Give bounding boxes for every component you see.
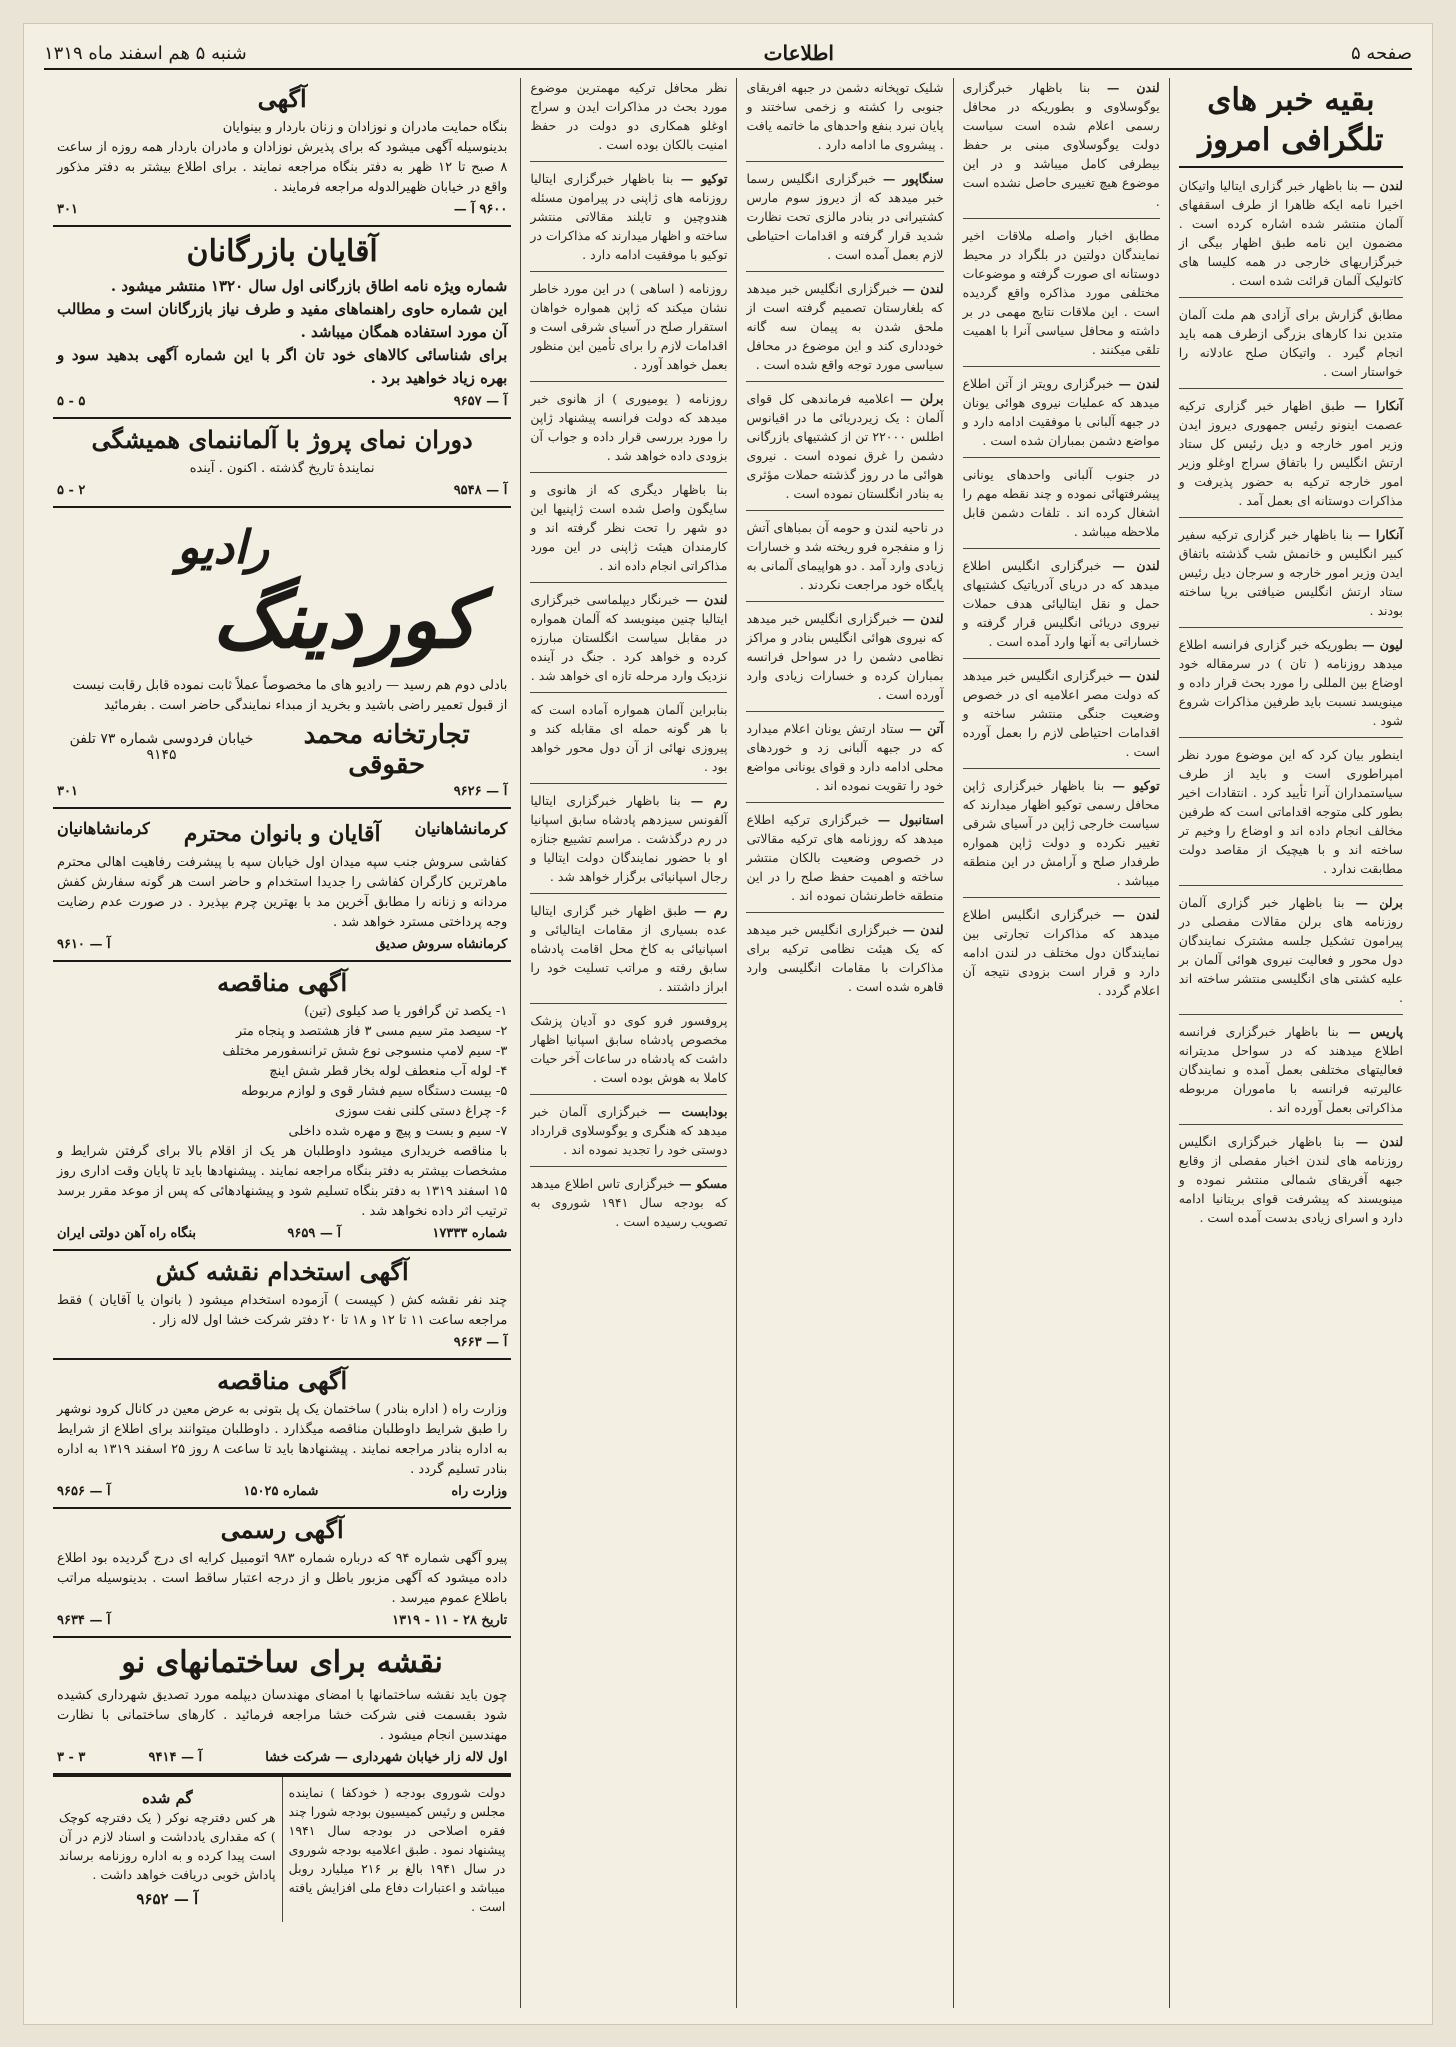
ad-ref-num: شماره ۱۵۰۲۵ [243, 1484, 319, 1499]
story-divider [1179, 1014, 1403, 1015]
ad-ref-num: ۳ - ۳ [56, 1750, 86, 1765]
news-story [526, 78, 728, 154]
ad-signature: کرمانشاه سروش صدیق [375, 937, 508, 952]
news-story [526, 590, 728, 685]
story-text: بنا باظهار خبر گزاری ایتالیا واتیکان اخیرا نامه ایکه ظاهرا از طرف اسقفهای آلمان منتشر شده اشاره کرده است . مضمون این نامه طبق اظهار بیگی از خبرگزاریهای خارجی در همه کلیسا های کاتولیک آلمان قرائت شده است . [1174, 178, 1403, 288]
ad-address: اول لاله زار خیابان شهرداری — شرکت خشا [265, 1750, 508, 1765]
story-divider [530, 783, 727, 784]
story-divider [1179, 297, 1403, 298]
ad-title: آگهی مناقصه [217, 968, 348, 997]
story-dateline: بودابست — [658, 1104, 728, 1119]
story-divider [963, 658, 1160, 659]
news-story [526, 1011, 728, 1087]
story-text: خبرگزاری ترکیه اطلاع میدهد که روزنامه های ترکیه مقالاتی در خصوص وضعیت بالکان منتشر ساخته و اهمیت حفظ صلح را در این منطقه خاطرنشان نموده اند . [742, 812, 944, 903]
col1-stories [1174, 176, 1404, 1227]
news-story [1174, 396, 1404, 510]
story-dateline: لندن — [1355, 1134, 1403, 1149]
ad-ref-num: ۲ - ۵ [56, 483, 86, 498]
story-text: شلیک توپخانه دشمن در جبهه افریقای جنوبی را کشته و زخمی ساختند و پایان نبرد بنفع واحدهای ما خاتمه یافت . پیشروی ما ادامه دارد . [742, 80, 944, 152]
ad-ref-code: آ — ۹۶۲۶ [453, 784, 508, 799]
soviet-budget-item [283, 1777, 512, 1922]
story-text: در جنوب آلبانی واحدهای یونانی پیشرفتهائی نموده و چند نقطه مهم را اشغال کرده اند . تلفات دشمن قابل ملاحظه میباشد . [958, 467, 1160, 539]
ad-title: آقایان بازرگانان [186, 234, 378, 269]
ad-title: آگهی استخدام نقشه کش [155, 1257, 409, 1286]
story-text: بنا باظهار خبرگزاری ایتالیا روزنامه های ژاپنی در پیرامون مسئله هندوچین و تایلند مقالاتی منتشر ساخته و اظهار میدارند که مذاکرات در توکیو با موفقیت ادامه دارد . [526, 171, 728, 262]
ad-reference [57, 394, 507, 409]
ad-reference [57, 1226, 507, 1241]
story-divider [1179, 1124, 1403, 1125]
story-text: خبرگزاری انگلیس خبر میدهد که بلغارستان تصمیم گرفته است از ملحق شدن به پیمان سه گانه خودداری کند و این موضوع در محافل سیاسی مورد توجه واقع شده است . [742, 281, 944, 372]
columns [44, 78, 1412, 2008]
story-text: بنا باظهار خبرگزاری یوگوسلاوی و بطوریکه در محافل رسمی اعلام شده است سیاست دولت یوگوسلاوی مبنی بر حفظ بیطرفی کامل میباشد و در این موضوع هیچ تغییری حاصل نشده است . [958, 80, 1160, 209]
radio-tagline: بادلی دوم هم رسید — رادیو های ما مخصوصاً عملاً ثابت نموده قابل رقابت نیست از قبول تعمیر راضی باشید و بخرید از مبداء نمایندگی حاضر است . بفرمائید [72, 678, 508, 713]
ads-bottom-row [53, 1775, 511, 1922]
masthead [44, 38, 1412, 70]
story-text: مطابق اخبار واصله ملاقات اخیر نمایندگان دولتین در بلگراد در محیط دوستانه ای صورت گرفته و موضوعات مختلفی مورد مذاکره واقع گردیده است . این ملاقات نتایج مهمی در بر داشته و محافل سیاسی آنرا با اهمیت تلقی میکنند . [958, 228, 1160, 357]
story-dateline: آنکارا — [1357, 527, 1403, 542]
story-divider [1179, 627, 1403, 628]
ad-ref-code: آ — ۹۶۱۰ [56, 937, 111, 952]
story-dateline: رم — [693, 903, 728, 918]
story-dateline: لندن — [1362, 178, 1403, 193]
story-text: روزنامه ( اساهی ) در این مورد خاطر نشان میکند که ژاپن همواره خواهان استقرار صلح در آسیای شرقی است و اقدامات لازم را برای تأمین این منظور بعمل خواهد آورد . [526, 281, 728, 372]
main-headline: بقیه خبر های تلگرافی امروز [1179, 80, 1403, 168]
story-text: بنا باظهار خبرگزاری فرانسه اطلاع میدهند که در سواحل مدیترانه فعالیتهای مختلفی بعمل آمده و نمایندگان عالیرتبه فرانسه با ماموران مربوطه مذاکراتی بعمل آورده اند . [1174, 1024, 1403, 1115]
ad-reference [57, 1335, 507, 1350]
tender-item: ۴- لوله آب منعطف لوله بخار قطر شش اینچ [269, 1064, 508, 1079]
story-text: ستاد ارتش یونان اعلام میدارد که در جبهه آلبانی زد و خوردهای محلی ادامه دارد و قوای یونانی مواضع خود را تقویت نموده اند . [742, 721, 944, 793]
news-story [526, 901, 728, 996]
story-divider [963, 897, 1160, 898]
tender-item: ۳- سیم لامپ منسوجی نوع شش ترانسفورمر مختلف [222, 1044, 508, 1059]
story-dateline: سنگاپور — [882, 171, 944, 186]
news-story [526, 480, 728, 575]
issue-date: شنبه ۵ هم اسفند ماه ۱۳۱۹ [44, 42, 247, 64]
ad-ref-num: ۳۰۱ [56, 784, 78, 799]
ad-ref-code: آ — ۹۴۱۴ [148, 1750, 203, 1765]
story-dateline: آتن — [909, 721, 944, 736]
tender-item: ۲- سیصد متر سیم مسی ۳ فاز هشتصد و پنجاه متر [235, 1024, 508, 1039]
story-divider [530, 381, 727, 382]
tender-items [57, 1002, 507, 1142]
radio-logo [57, 520, 507, 670]
page-number: صفحه ۵ [1350, 42, 1412, 64]
story-dateline: لیون — [1362, 637, 1403, 652]
story-text: بنابراین آلمان همواره آماده است که با هر گونه حمله ای مقابله کند و پیروزی نهائی از آن دول محور خواهد بود . [526, 702, 728, 774]
story-divider [530, 582, 727, 583]
news-column-3 [736, 78, 952, 2008]
ad-ref-num: شماره ۱۷۳۳۳ [432, 1226, 508, 1241]
news-story [526, 700, 728, 776]
story-dateline: توکیو — [1112, 778, 1160, 793]
story-text: بنا باظهار خبرگزاری انگلیس روزنامه های لندن اخبار مفصلی از وقایع جبهه آفریقای شمالی منتشر نموده و مینویسند که پیشرفت قوای بریتانیا ادامه دارد و اسرای زیادی بدست آمده است . [1174, 1134, 1403, 1225]
story-text: خبرگزاری انگلیس خبر میدهد که یک هیئت نظامی ترکیه برای مذاکرات با مقامات انگلیسی وارد قاهره شده است . [742, 922, 944, 994]
news-story [526, 1174, 728, 1231]
news-story [1174, 745, 1403, 878]
ad-text: بنگاه حمایت مادران و نوزادان و زنان باردار و بینوایان بدینوسیله آگهی میشود که برای پذیرش نوزادان و مادران باردار همه روزه از ساعت ۸ صبح تا ۱۲ ظهر به دفتر بنگاه مراجعه نمایند . برای اطلاع بیشتر به دفتر مذکور واقع در خیابان ظهیرالدوله مراجعه فرمایند . [56, 120, 508, 195]
news-story [958, 465, 1160, 541]
news-column-1 [1169, 78, 1412, 2008]
story-text: بنا باظهار خبر گزاری آلمان روزنامه های برلن مقالات مفصلی در پیرامون تشکیل جلسه مشترک نمایندگان دول محور و فعالیت نیروی هوائی آلمان بر علیه کشتی های انگلیسی منتشر ساخته اند . [1174, 895, 1403, 1005]
story-dateline: رم — [690, 793, 728, 808]
story-dateline: لندن — [1112, 907, 1160, 922]
news-story [958, 78, 1160, 211]
ad-reference [57, 1484, 507, 1499]
ad-ref-code: آ — ۹۶۵۶ [57, 1484, 111, 1499]
story-divider [746, 711, 943, 712]
story-divider [1179, 517, 1403, 518]
ad-draftsman [53, 1251, 511, 1360]
story-text: خبرگزاری رویتر از آتن اطلاع میدهد که عملیات نیروی هوائی یونان در جبهه آلبانی با موفقیت ادامه دارد و مواضع دشمن بمباران شده است . [958, 376, 1160, 448]
story-dateline: لندن — [1112, 558, 1160, 573]
ad-building-plans [53, 1638, 511, 1775]
news-story [1174, 1022, 1403, 1117]
ad-text: کفاشی سروش جنب سپه میدان اول خیابان سپه با پیشرفت رفاهیت اهالی محترم ماهرترین کارگران کفاشی را جدیدا استخدام و حاضر است هر گونه سفارش کفش مردانه و زنانه را مطابق آخرین مد با بهترین چرم بپذیرد . در صورت عدم رضایت وجه پرداختی مسترد خواهد شد . [52, 855, 508, 930]
news-story [526, 279, 728, 374]
ad-ref-code: آ — ۹۶۵۷ [453, 394, 508, 409]
ad-text: شماره ویژه نامه اطاق بازرگانی اول سال ۱۳۲۰ منتشر میشود . این شماره حاوی راهنماهای مفید و طرف نیاز بازرگانان است و مطالب آن مورد استفاده همگان میباشد . برای شناسائی کالاهای خود تان اگر با این شماره آگهی بدهید سود و بهره زیاد خواهید برد . [56, 277, 508, 387]
ad-label-right: کرمانشاهانیان [414, 819, 508, 838]
news-story [526, 389, 728, 465]
news-story [526, 169, 728, 264]
ad-header-labels [57, 819, 507, 853]
col4-stories [526, 78, 728, 1231]
story-divider [963, 548, 1160, 549]
ad-text: وزارت راه ( اداره بنادر ) ساختمان یک پل بتونی به عرض معین در کانال کرود نوشهر را طبق شرایط داوطلبان مناقصه میگذارد . داوطلبان میتوانند برای اطلاع از شرایط به اداره بنادر مراجعه نمایند . پیشنهادها باید تا ساعت ۸ روز ۲۵ اسفند ۱۳۱۹ به اداره بنادر تسلیم گردد . [52, 1402, 508, 1477]
ad-ref-code: ۹۶۰۰ آ — [453, 202, 508, 217]
story-divider [530, 1003, 727, 1004]
radio-brand: کوردینگ [212, 575, 478, 666]
story-divider [963, 457, 1160, 458]
ad-ref-code: آ — ۹۶۵۲ [136, 1890, 199, 1908]
col3-stories [742, 78, 944, 996]
news-story [958, 776, 1160, 890]
story-dateline: توکیو — [680, 171, 728, 186]
paper-name: اطلاعات [763, 41, 834, 65]
news-story [958, 556, 1160, 651]
ad-date: تاریخ ۲۸ - ۱۱ - ۱۳۱۹ [392, 1613, 508, 1628]
newspaper-page [24, 24, 1432, 2024]
ad-text: نمایندهٔ تاریخ گذشته . اکنون . آینده [189, 461, 375, 476]
ad-text: با مناقصه خریداری میشود داوطلبان هر یک از اقلام بالا برای گرفتن شرایط و مشخصات بیشتر به دفتر بنگاه مراجعه نمایند . پیشنهادها باید تا پایان وقت اداری روز ۱۵ اسفند ۱۳۱۹ به دفتر بنگاه تسلیم شود و پیشنهادهائی که پس از موعد مقرر برسد ترتیب اثر داده نخواهد شد . [52, 1144, 508, 1219]
story-text: خبرگزاری انگلیس اطلاع میدهد که مذاکرات تجارتی بین نمایندگان دول مختلف در لندن ادامه دارد و قرار است بزودی نتیجه آن اعلام گردد . [958, 907, 1160, 998]
story-divider [1179, 737, 1403, 738]
ad-title: آگهی مناقصه [217, 1366, 348, 1395]
ad-reference [57, 937, 507, 952]
story-dateline: لندن — [902, 922, 944, 937]
ad-title: آگهی [257, 84, 307, 113]
ad-lost-item [53, 1777, 283, 1922]
ad-reference [57, 202, 507, 217]
story-text: بنا باظهار خبرگزاری ژاپن محافل رسمی توکیو اظهار میدارند که سیاست خارجی ژاپن در آسیای شرقی تغییر نکرده و دولت ژاپن همواره طرفدار صلح و آرامش در این منطقه میباشد . [958, 778, 1160, 888]
story-dateline: لندن — [902, 281, 944, 296]
news-column-4 [520, 78, 736, 2008]
story-divider [530, 893, 727, 894]
story-divider [530, 1166, 727, 1167]
news-story [526, 791, 728, 886]
story-text: مطابق گزارش برای آزادی هم ملت آلمان متدین ندا کارهای بزرگی ازطرف همه باید انجام گیرد . واتیکان صلح عادلانه را خواستار است . [1174, 307, 1403, 379]
ad-radio [53, 508, 511, 809]
news-story [742, 719, 944, 795]
news-story [742, 78, 944, 154]
story-dateline: لندن — [685, 592, 728, 607]
news-story [742, 279, 944, 374]
ad-title: گم شده [141, 1789, 193, 1807]
story-dateline: برلن — [900, 391, 944, 406]
story-text: بطوریکه خبر گزاری فرانسه اطلاع میدهد روزنامه ( تان ) در سرمقاله خود اوضاع بین المللی را مورد بحث قرار داده و مینویسد نسبت باید طرفین مذاکرات شروع شود . [1174, 637, 1403, 728]
story-text: بنا باظهار خبرگزاری ایتالیا آلفونس سیزدهم پادشاه سابق اسپانیا در رم درگذشت . مراسم تشییع جنازه او با حضور نمایندگان دولت ایتالیا و رجال اسپانیائی برگزار خواهد شد . [526, 793, 728, 884]
ad-text: چند نفر نقشه کش ( کپیست ) آزموده استخدام میشود ( بانوان یا آقایان ) فقط مراجعه ساعت ۱۱ تا ۱۲ و ۱۸ تا ۲۰ دفتر شرکت خشا اول لاله زار . [52, 1293, 508, 1328]
ad-ref-code: آ — ۹۶۳۴ [56, 1613, 111, 1628]
story-divider [746, 271, 943, 272]
ad-title: آگهی رسمی [220, 1515, 344, 1544]
story-divider [1179, 388, 1403, 389]
ad-ref-code: آ — ۹۶۵۹ [287, 1226, 342, 1241]
tender-item: ۷- سیم و بست و پیچ و مهره شده داخلی [288, 1124, 508, 1139]
story-text: پروفسور فرو کوی دو آدیان پزشک مخصوص پادشاه سابق اسپانیا اظهار داشت که پادشاه در ساعات آخر حیات کاملا به هوش بوده است . [526, 1013, 728, 1085]
story-dateline: لندن — [1118, 376, 1160, 391]
story-divider [530, 271, 727, 272]
soviet-budget-text: دولت شوروی بودجه ( خودکفا ) نماینده مجلس و رئیس کمیسیون بودجه شورا چند فقره اصلاحی در بودجه سال ۱۹۴۱ پیشنهاد نمود . طبق اعلامیه بودجه شوروی در سال ۱۹۴۱ بالغ بر ۲۱۶ میلیارد روبل میباشد و اعتبارات دفاع ملی افزایش یافته است . [288, 1785, 506, 1914]
news-story [526, 1102, 728, 1159]
tender-item: ۵- بیست دستگاه سیم فشار قوی و لوازم مربوطه [241, 1084, 508, 1099]
store-line [57, 720, 507, 780]
ad-tender-roads [53, 1360, 511, 1509]
news-story [958, 374, 1160, 450]
ad-text: هر کس دفترچه نوکر ( یک دفترچه کوچک ) که مقداری یادداشت و اسناد لازم در آن است پیدا کرده و به اداره روزنامه برساند پاداش خوبی دریافت خواهد داشت . [58, 1810, 276, 1882]
ad-ref-code: آ — ۹۶۶۳ [453, 1335, 508, 1350]
story-text: خبرگزاری انگلیس خبر میدهد که نیروی هوائی انگلیس بنادر و مراکز نظامی دشمن را در سواحل فرانسه بمباران کرده و خسارات زیادی وارد آورده است . [742, 611, 944, 702]
tender-item: ۶- چراغ دستی کلنی نفت سوزی [334, 1104, 508, 1119]
store-address: خیابان فردوسی شماره ۷۳ تلفن ۹۱۴۵ [69, 731, 254, 763]
story-divider [963, 768, 1160, 769]
story-divider [963, 218, 1160, 219]
story-text: بنا باظهار خبر گزاری ترکیه سفیر کبیر انگلیس و خانمش شب گذشته باتفاق ایدن وزیر امور خارجه و سرجان دیل رئیس ستاد ارتش انگلیس ضیافتی برپا ساخته بودند . [1174, 527, 1403, 618]
ad-shoemaker [53, 809, 511, 962]
story-divider [530, 472, 727, 473]
tender-item: ۱- یکصد تن گرافور یا صد کیلوی (تین) [304, 1004, 508, 1019]
news-story [1174, 305, 1403, 381]
ad-text: چون باید نقشه ساختمانها با امضای مهندسان دیپلمه مورد تصدیق شهرداری کشیده شود بقسمت فنی شرکت خشا مراجعه فرمائید . کارهای ساختمانی با نظارت مهندسین انجام میشود . [52, 1688, 508, 1743]
story-text: نظر محافل ترکیه مهمترین موضوع مورد بحث در مذاکرات ایدن و سراج اوغلو همکاری دو دولت در حفظ امنیت بالکان بوده است . [526, 80, 728, 152]
ad-ref-num: ۵ - ۵ [56, 394, 86, 409]
story-divider [746, 161, 943, 162]
ad-reference [57, 483, 507, 498]
news-story [1174, 635, 1403, 730]
story-divider [746, 912, 943, 913]
ad-signature: بنگاه راه آهن دولتی ایران [57, 1226, 197, 1241]
story-dateline: استانبول — [877, 812, 944, 827]
ads-column [44, 78, 520, 2008]
news-story [1174, 1132, 1403, 1227]
news-story [742, 389, 944, 503]
story-divider [746, 802, 943, 803]
story-divider [746, 510, 943, 511]
story-text: طبق اظهار خبر گزاری ترکیه عصمت اینونو رئیس جمهوری دیروز ایدن وزیر امور خارجه و دیل رئیس کل ستاد ارتش انگلیس را باتفاق سراج اوغلو وزیر امور خارجه ترکیه به حضور پذیرفت و مذاکرات دوستانه ای بعمل آمد . [1174, 398, 1403, 508]
ad-title: آقایان و بانوان محترم [183, 821, 381, 847]
ad-reference [57, 1613, 507, 1628]
story-text: طبق اظهار خبر گزاری ایتالیا عده بسیاری از مقامات ایتالیائی و اسپانیائی به کاخ محل اقامت پادشاه سابق رفته و مراتب تسلیت خود را ابراز داشتند . [526, 903, 728, 994]
story-text: بنا باظهار دیگری که از هانوی و سایگون واصل شده است ژاپنیها این دو شهر را تحت نظر گرفته اند و کارمندان هیئت ژاپنی در این مورد مذاکراتی انجام داده اند . [526, 482, 728, 573]
story-text: در ناحیه لندن و حومه آن بمباهای آتش زا و منفجره فرو ریخته شد و خسارات زیادی وارد آمد . دو هواپیمای آلمانی به پایگاه خود مراجعت نکردند . [742, 520, 944, 592]
col2-stories [958, 78, 1160, 1000]
news-story [742, 920, 944, 996]
ad-panorama [53, 419, 511, 508]
story-dateline: برلن — [1355, 895, 1403, 910]
news-story [1174, 176, 1403, 290]
ad-tender-railway [53, 962, 511, 1251]
story-text: خبرنگار دیپلماسی خبرگزاری ایتالیا چنین مینویسد که آلمان همواره در مقابل سیاست انگلستان مبارزه کرده و خواهد کرد . جنگ در آینده نزدیک وارد مرحله تازه ای خواهد شد . [526, 592, 728, 683]
news-story [742, 810, 944, 905]
story-dateline: مسکو — [679, 1176, 728, 1191]
news-story [1174, 893, 1403, 1007]
ad-signature: وزارت راه [451, 1484, 508, 1499]
story-divider [746, 601, 943, 602]
news-story [958, 226, 1160, 359]
news-story [1174, 525, 1403, 620]
story-divider [530, 692, 727, 693]
story-divider [1179, 885, 1403, 886]
story-text: روزنامه ( یومیوری ) از هانوی خبر میدهد که دولت فرانسه پیشنهاد ژاپن را مورد بررسی قرار داده و جواب آن بزودی داده خواهد شد . [526, 391, 728, 463]
story-text: خبرگزاری انگلیس رسما خبر میدهد که از دیروز سوم مارس کشتیرانی در بنادر مالزی تحت نظارت شدید قرار گرفته و اقدامات احتیاطی لازم بعمل آمده است . [742, 171, 944, 262]
news-column-2 [953, 78, 1169, 2008]
news-story [742, 609, 944, 704]
story-text: خبرگزاری تاس اطلاع میدهد که بودجه سال ۱۹۴۱ شوروی به تصویب رسیده است . [526, 1176, 728, 1229]
story-divider [746, 381, 943, 382]
story-dateline: لندن — [1118, 668, 1160, 683]
story-text: اعلامیه فرماندهی کل قوای آلمان : یک زیردریائی ما در اقیانوس اطلس ۲۲۰۰۰ تن از کشتیهای بازرگانی دشمن را غرق نموده است . نیروی هوائی ما در روز گذشته حملات مؤثری به بنادر انگلستان نموده است . [742, 391, 944, 501]
ad-text: پیرو آگهی شماره ۹۴ که درباره شماره ۹۸۳ اتومبیل کرایه ای درج گردیده بود اطلاع داده میشود که آگهی مزبور باطل و از درجه اعتبار ساقط است . بدینوسیله مراتب باطلاع عموم میرسد . [52, 1551, 508, 1606]
ad-merchants [53, 227, 511, 419]
ad-reference [57, 1750, 507, 1765]
ad-mothers-charity [53, 78, 511, 227]
news-story [958, 666, 1160, 761]
news-story [742, 518, 944, 594]
ad-official [53, 1509, 511, 1638]
ad-ref-code: آ — ۹۵۴۸ [453, 483, 508, 498]
story-dateline: پاریس — [1348, 1024, 1403, 1039]
story-dateline: آنکارا — [1354, 398, 1404, 413]
store-name: تجارتخانه محمد حقوقی [303, 720, 470, 780]
story-divider [530, 1094, 727, 1095]
news-story [958, 905, 1160, 1000]
story-divider [963, 366, 1160, 367]
story-divider [530, 161, 727, 162]
story-dateline: لندن — [1106, 80, 1160, 95]
radio-word: رادیو [176, 520, 270, 574]
story-dateline: لندن — [902, 611, 944, 626]
story-text: خبرگزاری انگلیس خبر میدهد که دولت مصر اعلامیه ای در خصوص وضعیت جنگی منتشر ساخته و اقدامات احتیاطی لازم را بعمل آورده است . [958, 668, 1160, 759]
ad-title: نقشه برای ساختمانهای نو [121, 1645, 443, 1680]
ad-label-left: کرمانشاهانیان [56, 819, 150, 838]
story-text: خبرگزاری انگلیس اطلاع میدهد که در دریای آدریاتیک کشتیهای حمل و نقل ایتالیائی هدف حملات نیروی دریائی انگلیس قرار گرفته و خساراتی به آنها وارد آمده است . [958, 558, 1160, 649]
ad-reference [57, 784, 507, 799]
story-text: اینطور بیان کرد که این موضوع مورد نظر امپراطوری است و باید از طرف سیاستمداران آنرا تأیید کرد . انتقادات اخیر بطور کلی متوجه اقداماتی است که طرفین مخالف انجام داده اند و اوضاع را وخیم تر ساخته اند و با هیچیک از مقاصد دولت مطابقت ندارد . [1174, 747, 1403, 876]
story-text: خبرگزاری آلمان خبر میدهد که هنگری و یوگوسلاوی قرارداد دوستی خود را تجدید نموده اند . [526, 1104, 728, 1157]
news-story [742, 169, 944, 264]
ad-title: دوران نمای پروژ با آلماننمای همیشگی [91, 425, 473, 454]
ad-ref-num: ۳۰۱ [56, 202, 78, 217]
